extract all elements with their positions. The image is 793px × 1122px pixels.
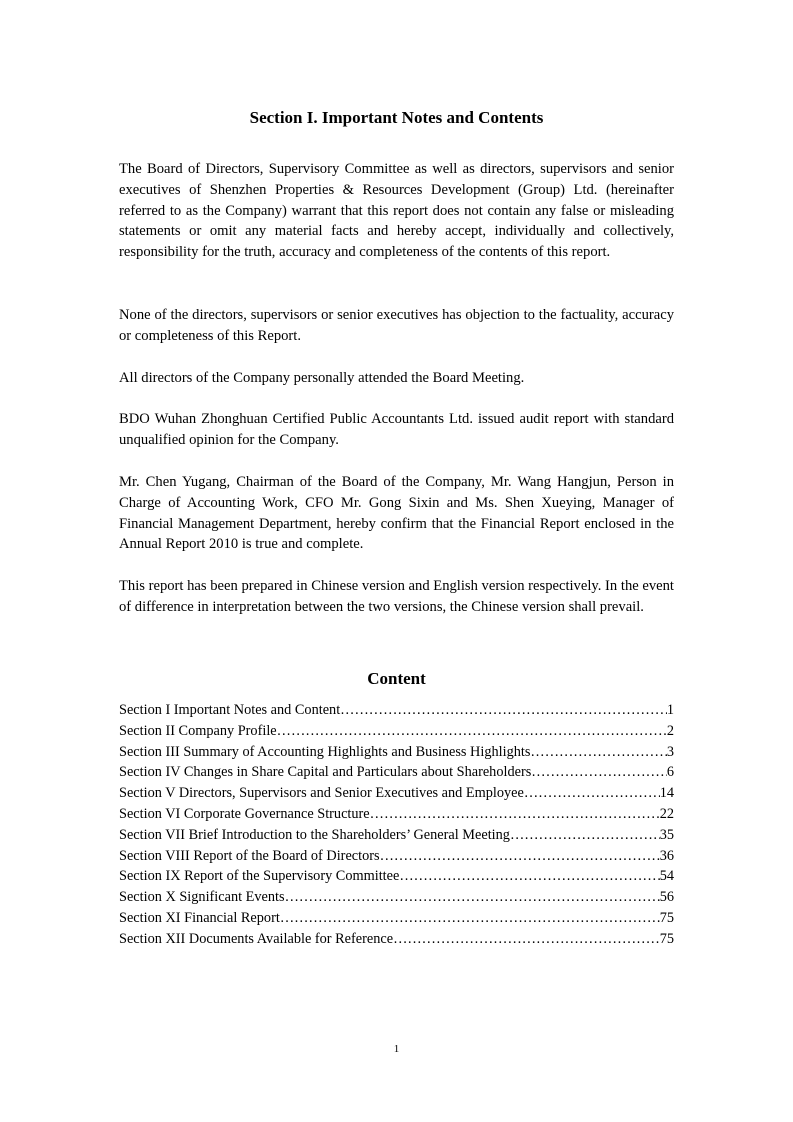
- paragraph-text: None of the directors, supervisors or senior executives has objection to the factuality, accuracy or completeness of this Report.: [119, 307, 674, 344]
- toc-dot-leader: [285, 887, 660, 908]
- toc-entry-label: Section II Company Profile: [119, 722, 277, 739]
- toc-entry-label: Section III Summary of Accounting Highlights and Business Highlights: [119, 743, 531, 760]
- paragraph-text: BDO Wuhan Zhonghuan Certified Public Accountants Ltd. issued audit report with standard unqualified opinion for the Company.: [119, 411, 674, 448]
- toc-entry-label: Section IV Changes in Share Capital and Particulars about Shareholders: [119, 764, 532, 781]
- toc-entry-page: 56: [659, 889, 674, 906]
- toc-entry-section-5[interactable]: [119, 783, 674, 804]
- paragraph-text: Mr. Chen Yugang, Chairman of the Board of the Company, Mr. Wang Hangjun, Person in Charge of Accounting Work, CFO Mr. Gong Sixin and Ms. Shen Xueying, Manager of Financial Management Department, hereby confirm that the Financial Report enclosed in the Annual Report 2010 is true and complete.: [119, 474, 674, 553]
- toc-dot-leader: [393, 929, 660, 950]
- toc-dot-leader: [510, 825, 660, 846]
- toc-dot-leader: [531, 762, 667, 783]
- body-paragraph-responsibility-statement: [119, 159, 674, 263]
- toc-entry-label: Section V Directors, Supervisors and Senior Executives and Employee: [119, 785, 524, 802]
- toc-entry-section-1[interactable]: [119, 700, 674, 721]
- paragraph-text: All directors of the Company personally attended the Board Meeting.: [119, 370, 525, 386]
- toc-entry-page: 36: [659, 847, 674, 864]
- toc-entry-section-12[interactable]: [119, 929, 674, 950]
- toc-entry-section-6[interactable]: [119, 804, 674, 825]
- toc-entry-section-3[interactable]: [119, 742, 674, 763]
- toc-entry-page: 3: [666, 743, 674, 760]
- toc-entry-page: 1: [666, 702, 674, 718]
- toc-entry-label: Section X Significant Events: [119, 889, 285, 906]
- toc-entry-label: Section VII Brief Introduction to the Shareholders’ General Meeting: [119, 826, 510, 843]
- toc-entry-label: Section XI Financial Report: [119, 909, 280, 926]
- toc-entry-label: Section IX Report of the Supervisory Committee: [119, 868, 400, 885]
- body-paragraph-audit: [119, 409, 674, 451]
- toc-entry-section-2[interactable]: [119, 721, 674, 742]
- paragraph-text: The Board of Directors, Supervisory Committee as well as directors, supervisors and senior executives of Shenzhen Properties & Resources Development (Group) Ltd. (hereinafter referred to as the Company) warrant that this report does not contain any false or misleading statements or omit any material facts and hereby accept, individually and collectively, responsibility for the truth, accuracy and completeness of the contents of this report.: [119, 161, 674, 261]
- body-paragraph-attendance: [119, 368, 674, 389]
- toc-entry-section-11[interactable]: [119, 908, 674, 929]
- toc-dot-leader: [370, 804, 660, 825]
- toc-entry-page: 75: [659, 909, 674, 926]
- table-of-contents: [119, 700, 674, 950]
- page-number: 1: [393, 1043, 400, 1055]
- toc-entry-page: 54: [659, 868, 674, 885]
- toc-entry-page: 35: [659, 826, 674, 843]
- toc-entry-label: Section VI Corporate Governance Structure: [119, 805, 370, 822]
- toc-entry-page: 14: [659, 785, 674, 802]
- toc-entry-page: 75: [659, 930, 674, 947]
- toc-entry-section-8[interactable]: [119, 846, 674, 867]
- toc-entry-section-4[interactable]: [119, 762, 674, 783]
- toc-entry-section-10[interactable]: [119, 887, 674, 908]
- toc-dot-leader: [524, 783, 660, 804]
- page-title: Section I. Important Notes and Contents: [249, 108, 544, 127]
- toc-dot-leader: [280, 908, 660, 929]
- toc-entry-label: Section XII Documents Available for Reference: [119, 930, 394, 947]
- toc-dot-leader: [530, 742, 666, 763]
- toc-entry-section-7[interactable]: [119, 825, 674, 846]
- contents-title: Content: [367, 669, 426, 688]
- toc-entry-section-9[interactable]: [119, 866, 674, 887]
- toc-entry-label: Section VIII Report of the Board of Directors: [119, 847, 380, 864]
- paragraph-text: This report has been prepared in Chinese version and English version respectively. In the event of difference in interpretation between the two versions, the Chinese version shall prevail.: [119, 578, 674, 615]
- body-paragraph-no-objection: [119, 305, 674, 347]
- toc-dot-leader: [399, 866, 659, 887]
- toc-dot-leader: [277, 721, 667, 742]
- toc-dot-leader: [380, 846, 660, 867]
- toc-entry-page: 2: [666, 722, 674, 739]
- toc-entry-page: 6: [666, 764, 674, 781]
- toc-dot-leader: [340, 700, 667, 721]
- toc-entry-label: Section I Important Notes and Content: [119, 702, 341, 718]
- body-paragraph-confirmation: [119, 472, 674, 555]
- toc-entry-page: 22: [659, 805, 674, 822]
- body-paragraph-language-versions: [119, 576, 674, 618]
